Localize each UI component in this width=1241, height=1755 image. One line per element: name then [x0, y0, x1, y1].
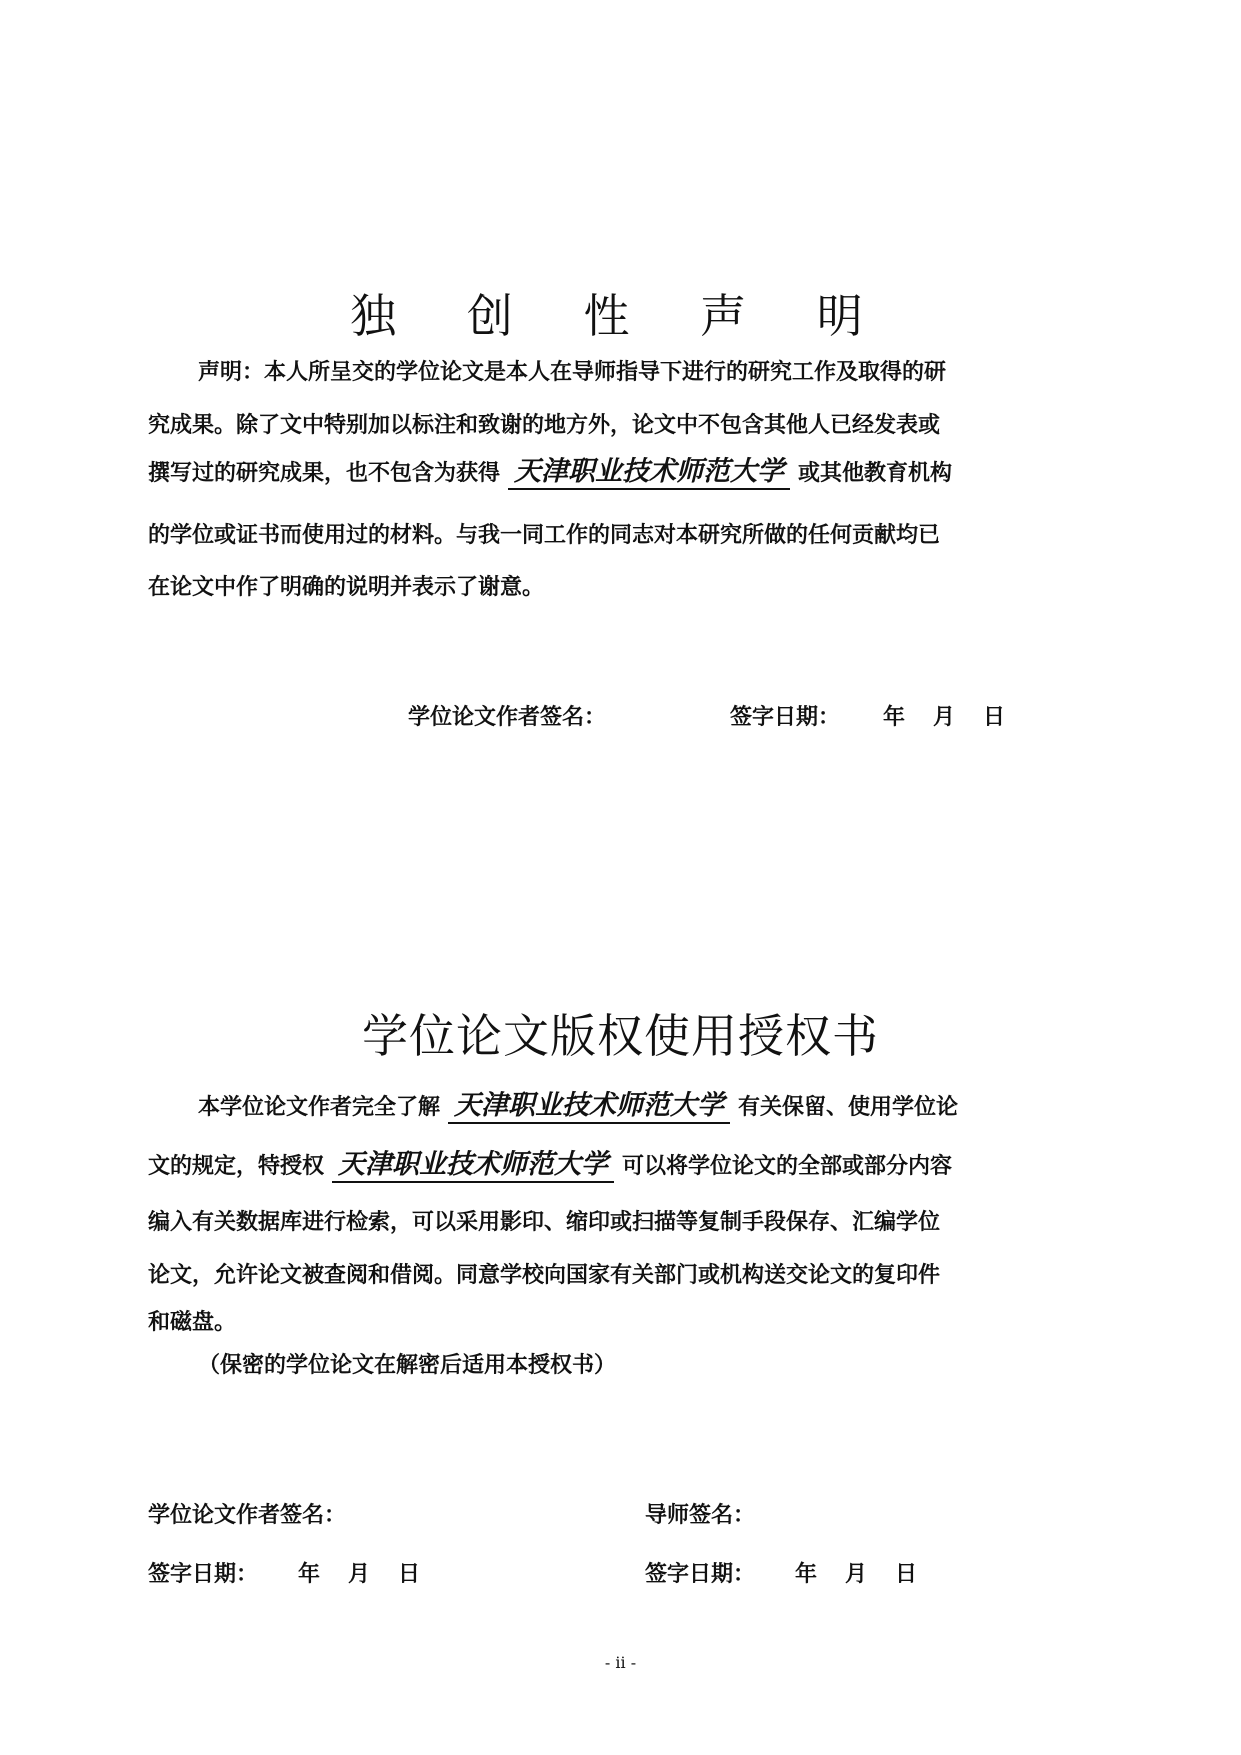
authorization-line-4: 论文，允许论文被查阅和借阅。同意学校向国家有关部门或机构送交论文的复印件 [148, 1263, 941, 1288]
university-name: 天津职业技术师范大学 [508, 456, 790, 490]
advisor-date-day: 日 [895, 1562, 918, 1587]
page-number: - ii - [604, 1653, 637, 1672]
declaration-title: 独 创 性 声 明 [350, 289, 891, 343]
date-year: 年 [883, 705, 906, 730]
declaration-line-3-post: 或其他教育机构 [798, 461, 953, 486]
university-name: 天津职业技术师范大学 [448, 1090, 730, 1124]
advisor-date-year: 年 [795, 1562, 818, 1587]
signature-date-label: 签字日期： [730, 705, 841, 730]
advisor-signature-date-label: 签字日期： [645, 1562, 756, 1587]
advisor-signature-label: 导师签名： [645, 1503, 756, 1528]
authorization-line-2 [148, 1149, 952, 1183]
confidential-note: （保密的学位论文在解密后适用本授权书） [198, 1353, 617, 1378]
author-signature-date-label: 签字日期： [148, 1562, 259, 1587]
author-signature-label: 学位论文作者签名： [148, 1503, 347, 1528]
authorization-line-5: 和磁盘。 [148, 1310, 237, 1335]
authorization-line-2-pre: 文的规定，特授权 [148, 1154, 325, 1179]
authorization-line-3: 编入有关数据库进行检索，可以采用影印、缩印或扫描等复制手段保存、汇编学位 [148, 1210, 941, 1235]
university-name: 天津职业技术师范大学 [332, 1149, 614, 1183]
declaration-line-2: 究成果。除了文中特别加以标注和致谢的地方外，论文中不包含其他人已经发表或 [148, 413, 941, 438]
declaration-line-3-pre: 撰写过的研究成果，也不包含为获得 [148, 461, 501, 486]
authorization-line-1-post: 有关保留、使用学位论 [738, 1095, 959, 1120]
declaration-line-3 [148, 456, 952, 490]
declaration-line-1: 声明：本人所呈交的学位论文是本人在导师指导下进行的研究工作及取得的研 [198, 360, 947, 385]
date-month: 月 [933, 705, 956, 730]
authorization-line-1 [198, 1090, 958, 1124]
date-day: 日 [983, 705, 1006, 730]
author-date-year: 年 [298, 1562, 321, 1587]
declaration-line-5: 在论文中作了明确的说明并表示了谢意。 [148, 575, 545, 600]
authorization-line-1-pre: 本学位论文作者完全了解 [198, 1095, 441, 1120]
authorization-line-2-post: 可以将学位论文的全部或部分内容 [622, 1154, 953, 1179]
advisor-date-month: 月 [845, 1562, 868, 1587]
declaration-line-4: 的学位或证书而使用过的材料。与我一同工作的同志对本研究所做的任何贡献均已 [148, 523, 941, 548]
authorization-title: 学位论文版权使用授权书 [362, 1009, 879, 1063]
author-date-day: 日 [398, 1562, 421, 1587]
author-signature-label: 学位论文作者签名： [408, 705, 607, 730]
author-date-month: 月 [348, 1562, 371, 1587]
